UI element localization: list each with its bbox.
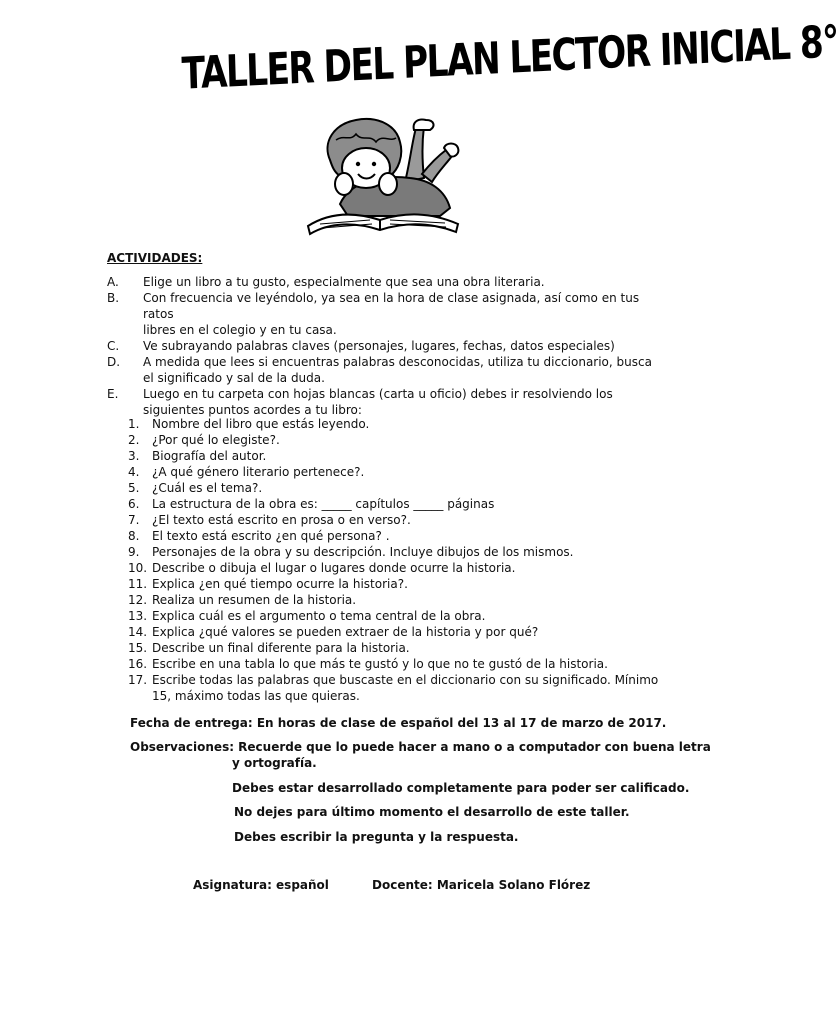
question-text: ¿El texto está escrito en prosa o en verso?. (152, 513, 411, 527)
question-text: Explica cuál es el argumento o tema central de la obra. (152, 609, 486, 623)
question-item (128, 576, 668, 592)
observation-note: Debes estar desarrollado completamente para poder ser calificado. (232, 781, 690, 795)
activity-letter: E. (107, 387, 119, 401)
question-text: Biografía del autor. (152, 449, 267, 463)
question-number: 13. (128, 609, 148, 623)
question-number: 15. (128, 641, 148, 655)
question-item (128, 672, 668, 704)
question-item (128, 416, 668, 432)
subject-label: Asignatura: español (193, 878, 329, 892)
question-text: ¿Por qué lo elegiste?. (152, 433, 280, 447)
question-text: Explica ¿qué valores se pueden extraer de la historia y por qué? (152, 625, 539, 639)
activity-letter: D. (107, 355, 121, 369)
questions-list (128, 416, 668, 704)
observations-continuation: y ortografía. (232, 756, 317, 770)
question-number: 9. (128, 545, 140, 559)
activity-letter: A. (107, 275, 119, 289)
question-number: 5. (128, 481, 140, 495)
question-number: 3. (128, 449, 140, 463)
question-item (128, 480, 668, 496)
question-text: Realiza un resumen de la historia. (152, 593, 357, 607)
question-item (128, 544, 668, 560)
question-number: 16. (128, 657, 148, 671)
question-text: Explica ¿en qué tiempo ocurre la historia?. (152, 577, 408, 591)
observation-note: Debes escribir la pregunta y la respuesta. (234, 830, 519, 844)
question-item (128, 464, 668, 480)
question-number: 4. (128, 465, 140, 479)
activities-list (107, 274, 663, 418)
question-text: El texto está escrito ¿en qué persona? . (152, 529, 390, 543)
teacher-label: Docente: Maricela Solano Flórez (372, 878, 591, 892)
question-number: 14. (128, 625, 148, 639)
question-item (128, 624, 668, 640)
question-number: 2. (128, 433, 140, 447)
question-number: 12. (128, 593, 148, 607)
question-text: Describe o dibuja el lugar o lugares donde ocurre la historia. (152, 561, 516, 575)
activities-heading: ACTIVIDADES: (107, 251, 203, 265)
activity-text: Luego en tu carpeta con hojas blancas (carta u oficio) debes ir resolviendo los siguientes puntos acordes a tu libro: (143, 387, 613, 417)
question-item (128, 656, 668, 672)
question-text: Escribe en una tabla lo que más te gustó y lo que no te gustó de la historia. (152, 657, 608, 671)
activity-item (107, 354, 663, 386)
question-number: 8. (128, 529, 140, 543)
question-text: Personajes de la obra y su descripción. Incluye dibujos de los mismos. (152, 545, 574, 559)
activity-item (107, 290, 663, 338)
due-date: Fecha de entrega: En horas de clase de español del 13 al 17 de marzo de 2017. (130, 716, 667, 730)
question-number: 10. (128, 561, 148, 575)
question-text: ¿A qué género literario pertenece?. (152, 465, 365, 479)
question-number: 6. (128, 497, 140, 511)
question-text: La estructura de la obra es: _____ capítulos _____ páginas (152, 497, 495, 511)
question-text: Nombre del libro que estás leyendo. (152, 417, 370, 431)
child-reading-book-illustration (300, 112, 470, 240)
observation-note: No dejes para último momento el desarrollo de este taller. (234, 805, 630, 819)
activity-letter: B. (107, 291, 120, 305)
question-item (128, 640, 668, 656)
question-text: Describe un final diferente para la historia. (152, 641, 410, 655)
question-number: 7. (128, 513, 140, 527)
question-item (128, 560, 668, 576)
activity-text: Elige un libro a tu gusto, especialmente que sea una obra literaria. (143, 275, 545, 289)
activity-text: A medida que lees si encuentras palabras desconocidas, utiliza tu diccionario, busca el significado y sal de la duda. (143, 355, 652, 385)
page-title: TALLER DEL PLAN LECTOR INICIAL 8° (180, 16, 839, 100)
question-item (128, 512, 668, 528)
activity-item (107, 338, 663, 354)
question-text: Escribe todas las palabras que buscaste en el diccionario con su significado. Mínimo 15, máximo todas las que quieras. (152, 673, 659, 703)
question-item (128, 496, 668, 512)
question-item (128, 608, 668, 624)
question-number: 1. (128, 417, 140, 431)
question-number: 11. (128, 577, 148, 591)
activity-text: Ve subrayando palabras claves (personajes, lugares, fechas, datos especiales) (143, 339, 615, 353)
activity-text: Con frecuencia ve leyéndolo, ya sea en la hora de clase asignada, así como en tus ratos libres en el colegio y en tu casa. (143, 291, 640, 337)
activity-item (107, 386, 663, 418)
question-text: ¿Cuál es el tema?. (152, 481, 263, 495)
question-number: 17. (128, 673, 148, 687)
observations-line: Observaciones: Recuerde que lo puede hacer a mano o a computador con buena letra (130, 740, 711, 754)
question-item (128, 528, 668, 544)
question-item (128, 448, 668, 464)
activity-letter: C. (107, 339, 120, 353)
question-item (128, 432, 668, 448)
question-item (128, 592, 668, 608)
activity-item (107, 274, 663, 290)
